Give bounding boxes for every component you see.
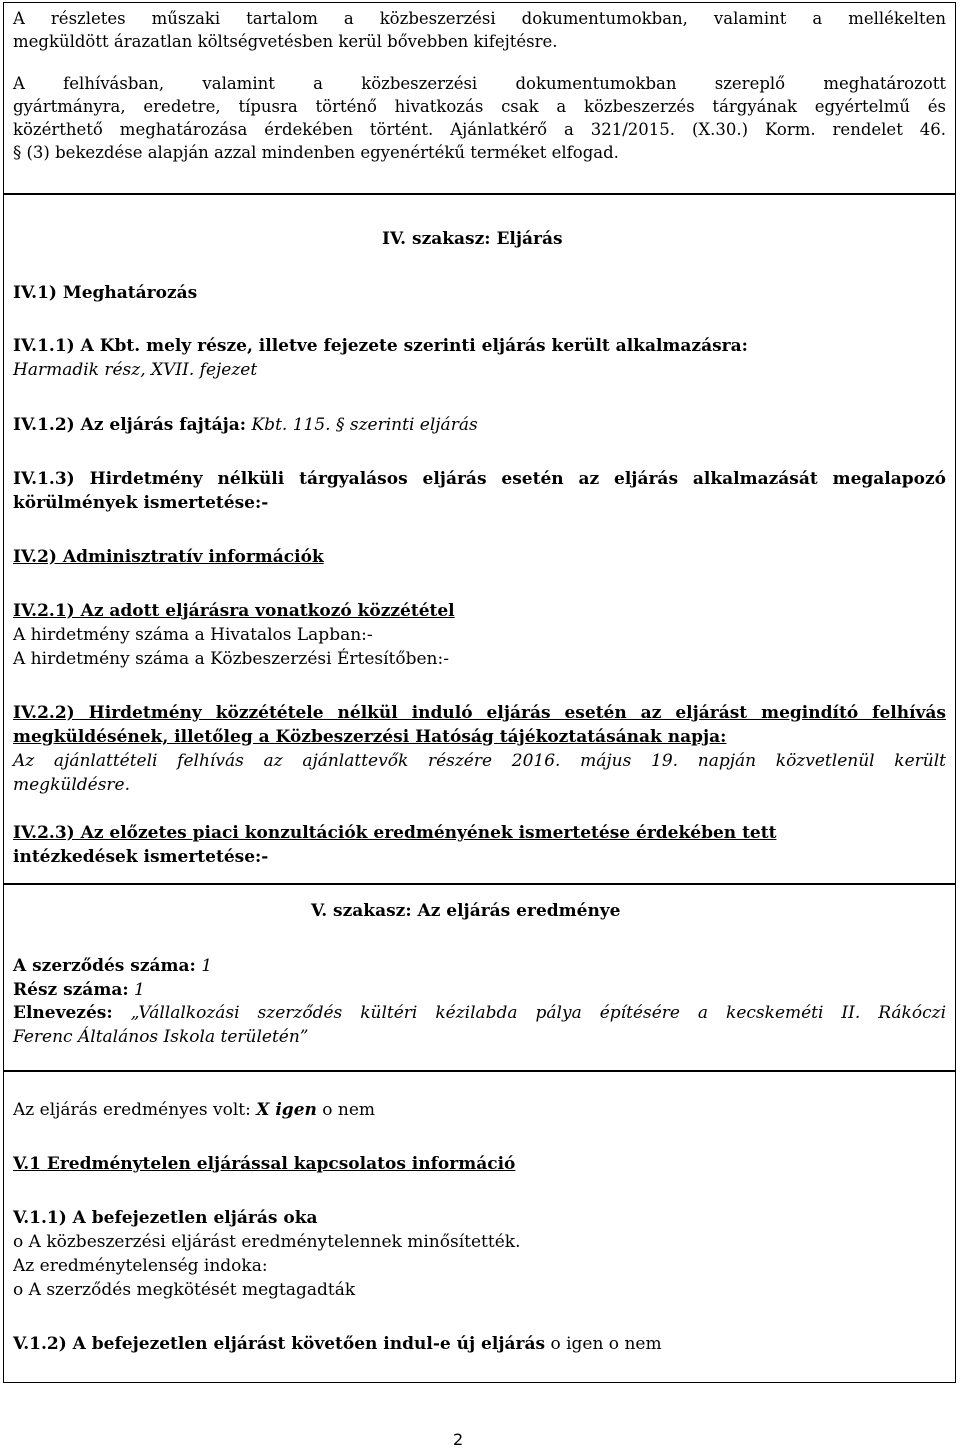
- product-reference-line-1: A felhívásban, valamint a közbeszerzési dokumentumokban szereplő meghatározott: [13, 74, 946, 93]
- section-iv22-line-1: IV.2.2) Hirdetmény közzététele nélkül induló eljárás esetén az eljárást megindító felhívás: [13, 703, 946, 723]
- result-line: [13, 1100, 375, 1120]
- part-number-line: [13, 980, 145, 1000]
- designation-label: Elnevezés:: [13, 1003, 113, 1023]
- section-iv22-line-2: megküldésének, illetőleg a Közbeszerzési Hatóság tájékoztatásának napja:: [13, 727, 727, 747]
- designation-value-line-1: „Vállalkozási szerződés kültéri kézilabda pálya építésére a kecskeméti II. Rákóczi: [130, 1003, 947, 1023]
- section-iv-box: [3, 194, 956, 884]
- result-box: [3, 1071, 956, 1383]
- section-iv22-value-line-2: megküldésre.: [13, 775, 131, 795]
- section-iv1-heading: IV.1) Meghatározás: [13, 283, 198, 303]
- designation-line-1: [13, 1003, 946, 1023]
- section-v12-options[interactable]: o igen o nem: [550, 1334, 662, 1354]
- section-iv21-line-1: A hirdetmény száma a Hivatalos Lapban:-: [13, 625, 373, 645]
- section-v11-option-1[interactable]: o A közbeszerzési eljárást eredménytelennek minősítették.: [13, 1232, 521, 1252]
- section-v11-option-2[interactable]: o A szerződés megkötését megtagadták: [13, 1280, 356, 1300]
- intro-box: [3, 2, 956, 194]
- section-v1-heading: V.1 Eredménytelen eljárással kapcsolatos információ: [13, 1154, 516, 1174]
- result-prefix: Az eljárás eredményes volt:: [13, 1100, 251, 1120]
- section-iv-title: IV. szakasz: Eljárás: [382, 229, 563, 249]
- contract-number-label: A szerződés száma:: [13, 956, 196, 976]
- section-v12-label: V.1.2) A befejezetlen eljárást követően indul-e új eljárás: [13, 1334, 546, 1354]
- product-reference-line-4: § (3) bekezdése alapján azzal mindenben egyenértékű terméket elfogad.: [13, 143, 619, 162]
- section-iv11-value: Harmadik rész, XVII. fejezet: [13, 360, 258, 380]
- section-iv23-line-1: IV.2.3) Az előzetes piaci konzultációk eredményének ismertetése érdekében tett: [13, 823, 777, 843]
- section-v-title: V. szakasz: Az eljárás eredménye: [311, 901, 621, 921]
- intro-paragraph-line-2: megküldött árazatlan költségvetésben kerül bővebben kifejtésre.: [13, 32, 558, 51]
- contract-number-value: 1: [201, 956, 213, 976]
- section-v11-heading: V.1.1) A befejezetlen eljárás oka: [13, 1208, 318, 1228]
- intro-paragraph-line-1: A részletes műszaki tartalom a közbeszerzési dokumentumokban, valamint a mellékelten: [13, 9, 946, 28]
- designation-value-line-2: Ferenc Általános Iskola területén”: [13, 1027, 309, 1047]
- section-iv12-label: IV.1.2) Az eljárás fajtája:: [13, 415, 247, 435]
- section-iv21-line-2: A hirdetmény száma a Közbeszerzési Értesítőben:-: [13, 649, 449, 669]
- section-iv12-line: [13, 415, 478, 435]
- section-v-box: [3, 884, 956, 1071]
- section-v11-reason-label: Az eredménytelenség indoka:: [13, 1256, 268, 1276]
- product-reference-line-2: gyártmányra, eredetre, típusra történő hivatkozás csak a közbeszerzés tárgyának egyértelmű és: [13, 97, 946, 116]
- section-iv12-value: Kbt. 115. § szerinti eljárás: [251, 415, 478, 435]
- section-iv11-label: IV.1.1) A Kbt. mely része, illetve fejezete szerinti eljárás került alkalmazásra:: [13, 336, 748, 356]
- section-iv2-heading: IV.2) Adminisztratív információk: [13, 547, 324, 567]
- result-yes-option[interactable]: X igen: [256, 1100, 317, 1120]
- section-iv23-line-2: intézkedések ismertetése:-: [13, 847, 269, 867]
- product-reference-line-3: közérthető meghatározása érdekében történt. Ajánlatkérő a 321/2015. (X.30.) Korm. rendelet 46.: [13, 120, 946, 139]
- section-v12-line: [13, 1334, 662, 1354]
- contract-number-line: [13, 956, 212, 976]
- section-iv13-line-2: körülmények ismertetése:-: [13, 493, 269, 513]
- part-number-value: 1: [134, 980, 145, 1000]
- section-iv13-line-1: IV.1.3) Hirdetmény nélküli tárgyalásos eljárás esetén az eljárás alkalmazását megalapozó: [13, 469, 946, 489]
- result-no-option[interactable]: o nem: [322, 1100, 376, 1120]
- page-number: 2: [453, 1430, 464, 1449]
- section-iv21-label: IV.2.1) Az adott eljárásra vonatkozó közzététel: [13, 601, 455, 621]
- section-iv22-value-line-1: Az ajánlattételi felhívás az ajánlattevők részére 2016. május 19. napján közvetlenül került: [13, 751, 946, 771]
- part-number-label: Rész száma:: [13, 980, 129, 1000]
